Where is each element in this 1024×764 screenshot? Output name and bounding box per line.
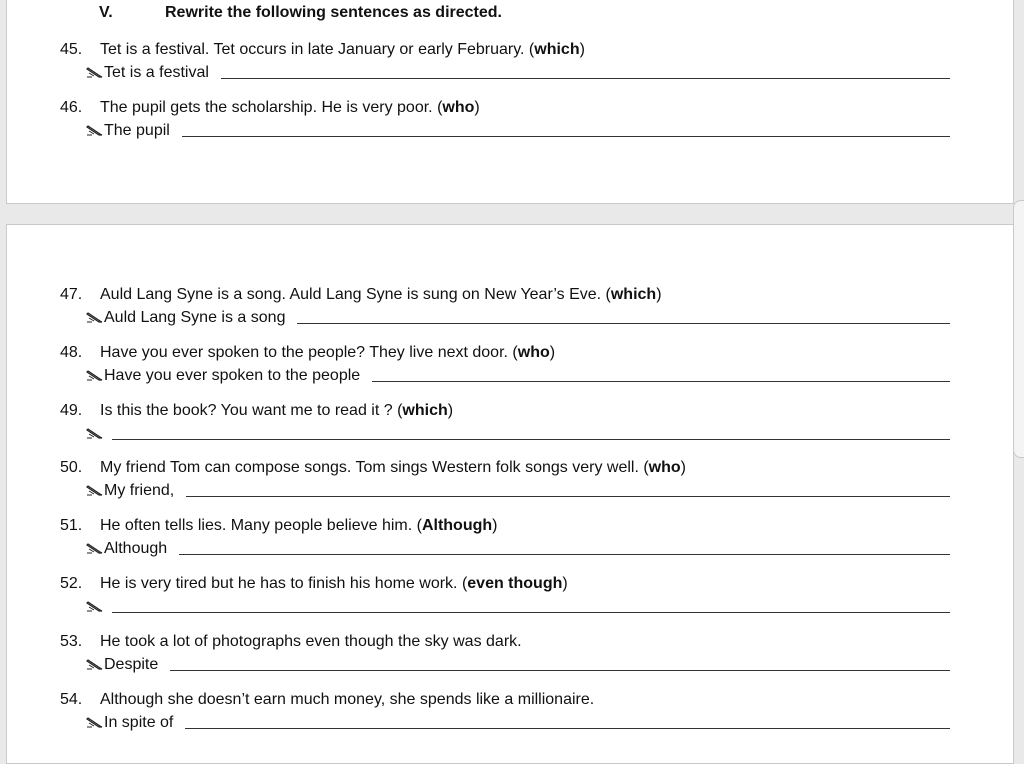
exercise-question bbox=[60, 343, 950, 363]
exercise-keyword-close: ) bbox=[579, 41, 585, 58]
answer-blank[interactable] bbox=[185, 728, 950, 729]
exercise-question bbox=[60, 632, 950, 652]
answer-blank[interactable] bbox=[221, 78, 950, 79]
answer-line[interactable] bbox=[86, 710, 950, 732]
exercise-keyword: which bbox=[534, 41, 580, 58]
answer-prefix: My friend, bbox=[104, 482, 175, 499]
exercise-question bbox=[60, 690, 950, 710]
exercise-sentence: The pupil gets the scholarship. He is very poor. ( bbox=[100, 99, 443, 116]
exercise-sentence: Have you ever spoken to the people? They live next door. ( bbox=[100, 344, 518, 361]
exercise-number: 50. bbox=[60, 459, 83, 476]
exercise-keyword: who bbox=[648, 459, 681, 476]
exercise-item bbox=[60, 285, 950, 327]
exercise-item bbox=[60, 690, 950, 732]
exercise-item bbox=[60, 98, 950, 140]
exercise-sentence: My friend Tom can compose songs. Tom sings Western folk songs very well. ( bbox=[100, 459, 649, 476]
exercise-keyword: even though bbox=[467, 575, 563, 592]
section-heading bbox=[99, 4, 502, 22]
exercise-sentence: He took a lot of photographs even though the sky was dark. bbox=[100, 633, 522, 650]
answer-prefix: Despite bbox=[104, 656, 159, 673]
answer-line[interactable] bbox=[86, 478, 950, 500]
answer-line[interactable] bbox=[86, 594, 950, 616]
answer-line[interactable] bbox=[86, 363, 950, 385]
exercise-keyword-close: ) bbox=[447, 402, 454, 419]
answer-blank[interactable] bbox=[112, 439, 950, 440]
answer-blank[interactable] bbox=[186, 496, 950, 497]
exercise-number: 51. bbox=[60, 517, 83, 534]
scrollbar[interactable] bbox=[1013, 200, 1024, 458]
exercise-sentence: Is this the book? You want me to read it ? ( bbox=[100, 402, 403, 419]
exercise-item bbox=[60, 343, 950, 385]
exercise-item bbox=[60, 516, 950, 558]
answer-prefix: Tet is a festival bbox=[104, 64, 209, 81]
pencil-icon bbox=[86, 65, 104, 79]
pencil-icon bbox=[86, 541, 104, 555]
exercise-keyword-close: ) bbox=[474, 99, 480, 116]
section-number: V. bbox=[99, 4, 113, 21]
answer-prefix: Auld Lang Syne is a song bbox=[104, 309, 286, 326]
exercise-keyword-close: ) bbox=[656, 286, 662, 303]
pencil-icon bbox=[86, 599, 104, 613]
answer-line[interactable] bbox=[86, 60, 950, 82]
exercise-question bbox=[60, 458, 950, 478]
answer-blank[interactable] bbox=[179, 554, 950, 555]
exercise-question bbox=[60, 40, 950, 60]
exercise-sentence: He is very tired but he has to finish his home work. ( bbox=[100, 575, 468, 592]
answer-prefix: Although bbox=[104, 540, 168, 557]
exercise-sentence: Auld Lang Syne is a song. Auld Lang Syne is sung on New Year’s Eve. ( bbox=[100, 286, 611, 303]
pencil-icon bbox=[86, 310, 104, 324]
exercise-keyword: which bbox=[610, 286, 657, 303]
exercise-question bbox=[60, 285, 950, 305]
answer-line[interactable] bbox=[86, 652, 950, 674]
pencil-icon bbox=[86, 657, 104, 671]
exercise-keyword-close: ) bbox=[492, 517, 498, 534]
section-title: Rewrite the following sentences as directed. bbox=[165, 4, 502, 21]
exercise-number: 49. bbox=[60, 402, 83, 419]
exercise-number: 48. bbox=[60, 344, 83, 361]
answer-prefix: In spite of bbox=[104, 714, 174, 731]
exercise-keyword: who bbox=[517, 344, 550, 361]
answer-line[interactable] bbox=[86, 536, 950, 558]
answer-blank[interactable] bbox=[182, 136, 950, 137]
exercise-number: 54. bbox=[60, 691, 83, 708]
exercise-number: 52. bbox=[60, 575, 83, 592]
exercise-sentence: He often tells lies. Many people believe him. ( bbox=[100, 517, 422, 534]
exercise-keyword: who bbox=[442, 99, 475, 116]
pencil-icon bbox=[86, 368, 104, 382]
exercise-number: 53. bbox=[60, 633, 83, 650]
exercise-keyword: Although bbox=[421, 517, 493, 534]
answer-prefix: The pupil bbox=[104, 122, 170, 139]
exercise-question bbox=[60, 516, 950, 536]
answer-prefix: Have you ever spoken to the people bbox=[104, 367, 361, 384]
answer-blank[interactable] bbox=[170, 670, 950, 671]
exercise-item bbox=[60, 632, 950, 674]
exercise-number: 47. bbox=[60, 286, 83, 303]
exercise-question bbox=[60, 98, 950, 118]
exercise-keyword-close: ) bbox=[562, 575, 568, 592]
exercise-item bbox=[60, 458, 950, 500]
pencil-icon bbox=[86, 426, 104, 440]
exercise-item bbox=[60, 401, 950, 443]
answer-line[interactable] bbox=[86, 421, 950, 443]
exercise-number: 46. bbox=[60, 99, 83, 116]
exercise-keyword-close: ) bbox=[549, 344, 556, 361]
pencil-icon bbox=[86, 123, 104, 137]
answer-line[interactable] bbox=[86, 118, 950, 140]
answer-blank[interactable] bbox=[372, 381, 950, 382]
exercise-item bbox=[60, 574, 950, 616]
exercise-question bbox=[60, 401, 950, 421]
pencil-icon bbox=[86, 483, 104, 497]
pencil-icon bbox=[86, 715, 104, 729]
exercise-sentence: Tet is a festival. Tet occurs in late January or early February. ( bbox=[100, 41, 535, 58]
answer-line[interactable] bbox=[86, 305, 950, 327]
exercise-question bbox=[60, 574, 950, 594]
exercise-keyword: which bbox=[402, 402, 448, 419]
exercise-item bbox=[60, 40, 950, 82]
answer-blank[interactable] bbox=[112, 612, 950, 613]
exercise-keyword-close: ) bbox=[680, 459, 686, 476]
answer-blank[interactable] bbox=[297, 323, 950, 324]
exercise-number: 45. bbox=[60, 41, 83, 58]
exercise-sentence: Although she doesn’t earn much money, she spends like a millionaire. bbox=[100, 691, 595, 708]
